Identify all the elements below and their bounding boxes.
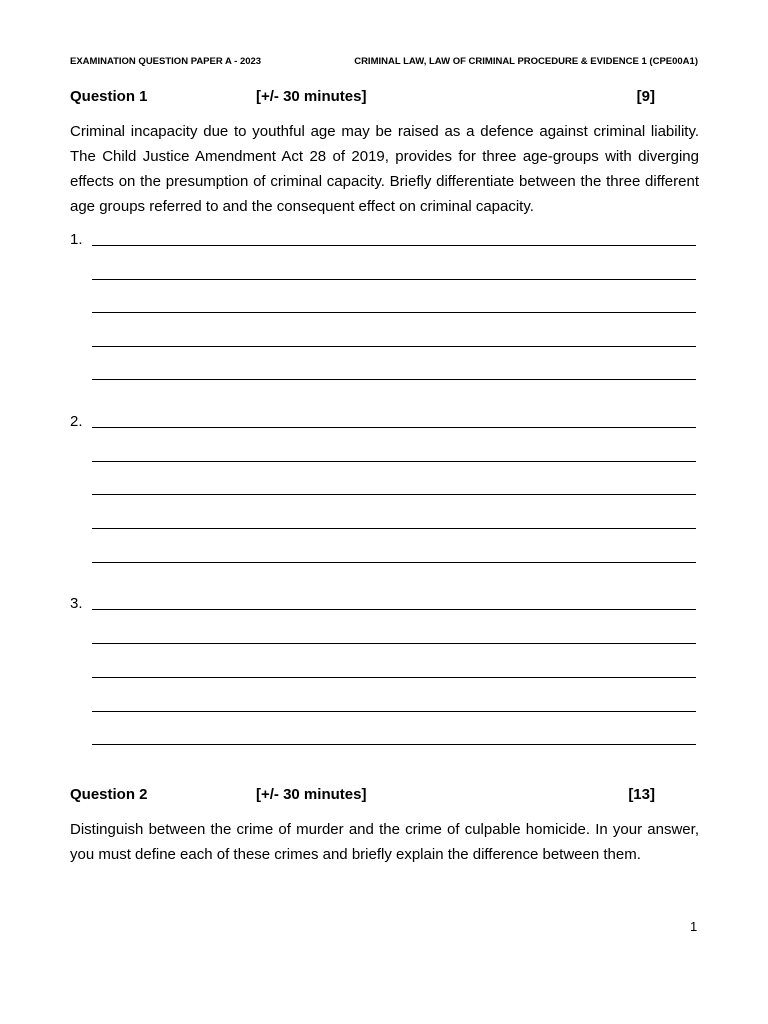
- question-2-marks: [13]: [628, 786, 655, 803]
- answer-3-line[interactable]: [92, 711, 696, 712]
- question-1-marks: [9]: [636, 88, 655, 105]
- question-2-text: Distinguish between the crime of murder and the crime of culpable homicide. In your answer, you must define each of these crimes and briefly explain the difference between them.: [70, 821, 699, 863]
- answer-2-line[interactable]: [92, 427, 696, 428]
- header-exam-title: EXAMINATION QUESTION PAPER A - 2023: [70, 56, 262, 67]
- page-number: 1: [690, 919, 698, 934]
- answer-3-line[interactable]: [92, 744, 696, 745]
- answer-3-line[interactable]: [92, 677, 696, 678]
- answer-2-line[interactable]: [92, 562, 696, 563]
- page-header: [70, 56, 698, 70]
- answer-3-line[interactable]: [92, 609, 696, 610]
- answer-1-line[interactable]: [92, 346, 696, 347]
- answer-1-line[interactable]: [92, 245, 696, 246]
- answer-3-line[interactable]: [92, 643, 696, 644]
- answer-2-line[interactable]: [92, 461, 696, 462]
- answer-1-line[interactable]: [92, 379, 696, 380]
- answer-2-line[interactable]: [92, 528, 696, 529]
- answer-3-number: 3.: [70, 595, 83, 612]
- question-1-text: Criminal incapacity due to youthful age may be raised as a defence against criminal liability. The Child Justice Amendment Act 28 of 2019, provides for three age-groups with diverging effects on the presumption of criminal capacity. Briefly differentiate between the three different age groups referred to and the consequent effect on criminal capacity.: [70, 123, 699, 215]
- question-2-title: Question 2: [70, 786, 148, 803]
- question-1-heading: [70, 88, 660, 108]
- answer-2-number: 2.: [70, 413, 83, 430]
- question-1-time: [+/- 30 minutes]: [256, 88, 367, 105]
- answer-2-line[interactable]: [92, 494, 696, 495]
- answer-1-line[interactable]: [92, 312, 696, 313]
- question-2-heading: [70, 786, 660, 806]
- answer-1-number: 1.: [70, 231, 83, 248]
- header-course-title: CRIMINAL LAW, LAW OF CRIMINAL PROCEDURE & EVIDENCE 1 (CPE00A1): [354, 56, 698, 67]
- answer-1-line[interactable]: [92, 279, 696, 280]
- question-1-title: Question 1: [70, 88, 148, 105]
- question-2-time: [+/- 30 minutes]: [256, 786, 367, 803]
